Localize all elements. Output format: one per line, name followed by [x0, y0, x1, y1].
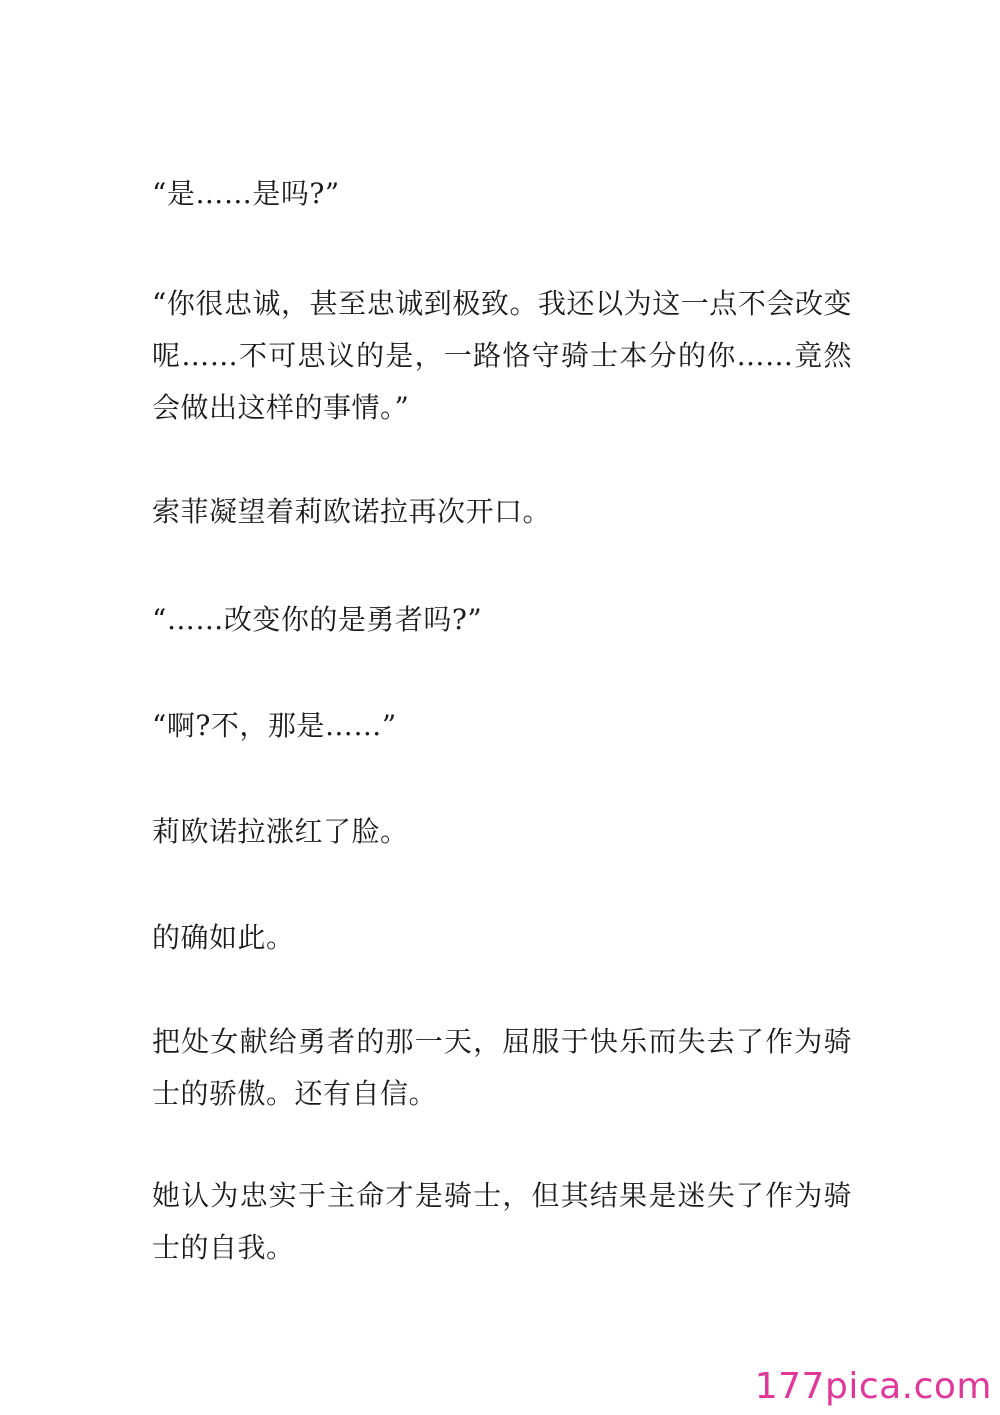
paragraph-5: “啊?不，那是……” — [152, 709, 397, 742]
paragraph-8: 把处女献给勇者的那一天，屈服于快乐而失去了作为骑士的骄傲。还有自信。 — [152, 1025, 852, 1110]
paragraph-3: 索菲凝望着莉欧诺拉再次开口。 — [152, 495, 552, 528]
paragraph-7: 的确如此。 — [152, 921, 295, 954]
paragraph-1: “是……是吗?” — [152, 177, 340, 210]
watermark-logo: 177pica.com — [754, 1366, 992, 1407]
paragraph-4: “……改变你的是勇者吗?” — [152, 603, 483, 636]
paragraph-6: 莉欧诺拉涨红了脸。 — [152, 815, 409, 848]
paragraph-2: “你很忠诚，甚至忠诚到极致。我还以为这一点不会改变呢……不可思议的是，一路恪守骑士本分的你……竟然会做出这样的事情。” — [152, 287, 852, 424]
paragraph-9: 她认为忠实于主命才是骑士，但其结果是迷失了作为骑士的自我。 — [152, 1179, 852, 1264]
